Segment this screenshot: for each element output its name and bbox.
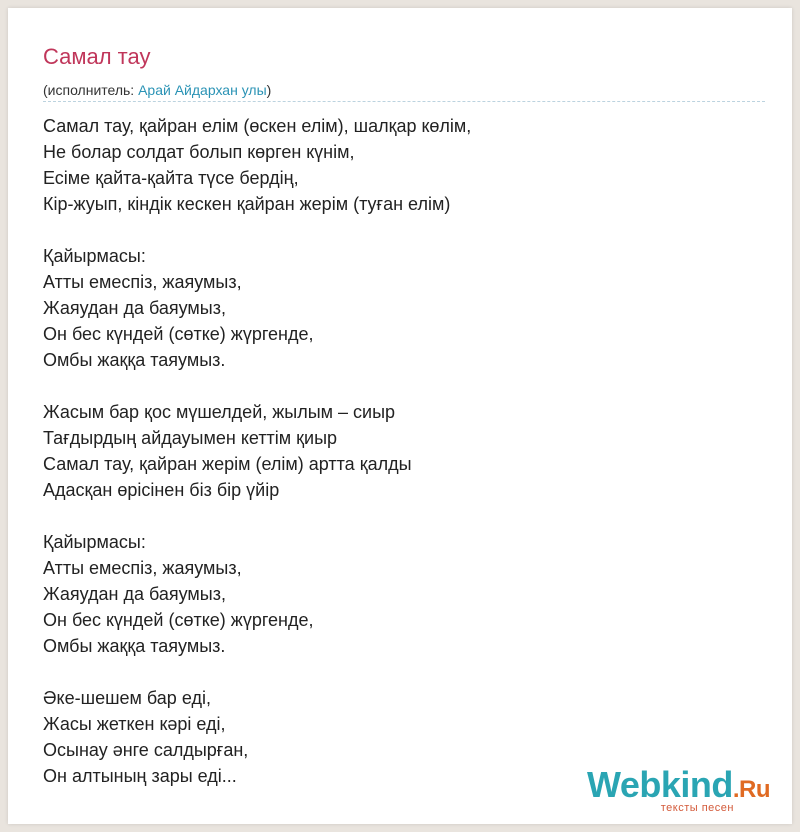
lyrics-text bbox=[43, 113, 471, 789]
lyric-line: Он бес күндей (сөтке) жүргенде, bbox=[43, 324, 314, 344]
logo-tld: .Ru bbox=[732, 776, 770, 803]
lyric-line: Әке-шешем бар еді, bbox=[43, 688, 211, 708]
stanza-gap bbox=[43, 373, 471, 399]
artist-link[interactable]: Арай Айдархан улы bbox=[138, 82, 267, 98]
lyric-line: Не болар солдат болып көрген күнім, bbox=[43, 142, 355, 162]
lyric-line: Атты емеспіз, жаяумыз, bbox=[43, 272, 242, 292]
lyric-line: Жаяудан да баяумыз, bbox=[43, 298, 226, 318]
lyric-line: Есіме қайта-қайта түсе бердің, bbox=[43, 168, 299, 188]
lyric-line: Кір-жуып, кіндік кескен қайран жерім (туған елім) bbox=[43, 194, 451, 214]
lyric-line: Самал тау, қайран жерім (елім) артта қалды bbox=[43, 454, 412, 474]
stanza-gap bbox=[43, 659, 471, 685]
stanza-gap bbox=[43, 217, 471, 243]
lyric-line: Жасы жеткен кәрі еді, bbox=[43, 714, 226, 734]
lyric-line: Атты емеспіз, жаяумыз, bbox=[43, 558, 242, 578]
lyric-line: Осынау әнге салдырған, bbox=[43, 740, 249, 760]
page-card bbox=[8, 8, 792, 824]
artist-prefix: (исполнитель: bbox=[43, 82, 139, 98]
lyric-line: Қайырмасы: bbox=[43, 532, 146, 552]
lyric-line: Тағдырдың айдауымен кеттім қиыр bbox=[43, 428, 338, 448]
lyric-line: Самал тау, қайран елім (өскен елім), шалқар көлім, bbox=[43, 116, 472, 136]
lyric-line: Жаяудан да баяумыз, bbox=[43, 584, 226, 604]
artist-suffix: ) bbox=[266, 82, 272, 98]
lyric-line: Он бес күндей (сөтке) жүргенде, bbox=[43, 610, 314, 630]
lyric-line: Жасым бар қос мүшелдей, жылым – сиыр bbox=[43, 402, 396, 422]
lyric-line: Адасқан өрісінен біз бір үйір bbox=[43, 480, 280, 500]
site-logo[interactable] bbox=[586, 764, 770, 814]
lyric-line: Омбы жаққа таяумыз. bbox=[43, 636, 226, 656]
lyric-line: Қайырмасы: bbox=[43, 246, 146, 266]
logo-main-text: Webkind bbox=[586, 764, 733, 805]
lyric-line: Он алтының зары еді... bbox=[43, 766, 237, 786]
song-title: Самал тау bbox=[43, 44, 151, 69]
stanza-gap bbox=[43, 503, 471, 529]
logo-tagline: тексты песен bbox=[660, 802, 734, 814]
lyric-line: Омбы жаққа таяумыз. bbox=[43, 350, 226, 370]
header-divider bbox=[43, 101, 765, 102]
artist-line bbox=[43, 82, 271, 99]
